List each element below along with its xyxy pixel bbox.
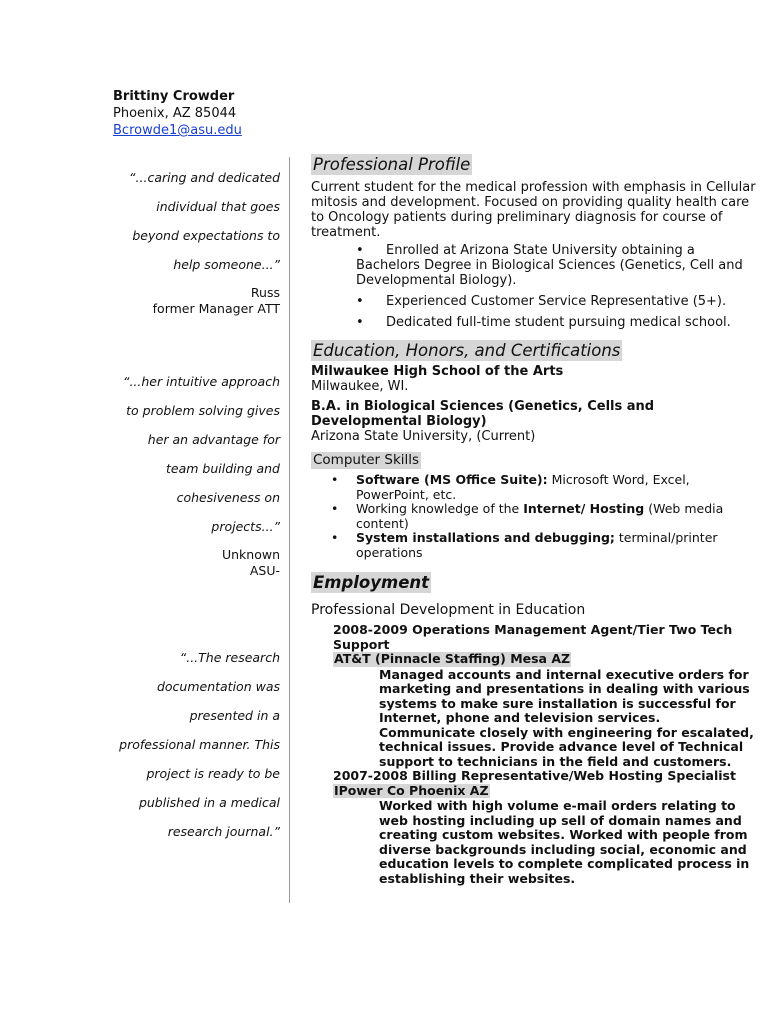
employment-section <box>311 572 756 886</box>
testimonial-line: “...her intuitive approach <box>122 374 280 389</box>
section-title-computer-skills: Computer Skills <box>313 452 420 468</box>
testimonial-line: “...The research <box>179 650 280 665</box>
testimonial-attribution <box>96 547 280 579</box>
skills-list <box>331 473 756 560</box>
profile-bullet-list <box>356 243 756 330</box>
list-item: • System installations and debugging; terminal/printer operations <box>331 530 718 560</box>
job-employer: IPower Co Phoenix AZ <box>334 782 489 798</box>
education-entry-name: Milwaukee High School of the Arts <box>311 364 564 379</box>
job-entry <box>311 769 756 886</box>
employment-subtitle: Professional Development in Education <box>311 602 586 618</box>
job-employer: AT&T (Pinnacle Staffing) Mesa AZ <box>334 651 571 666</box>
testimonial-line: to problem solving gives <box>126 403 280 418</box>
section-title-employment: Employment <box>313 573 430 592</box>
bullet-icon: • <box>331 501 339 516</box>
testimonial-line: individual that goes <box>156 199 280 214</box>
bullet-icon: • <box>356 243 364 258</box>
testimonial-line: beyond expectations to <box>132 228 280 243</box>
testimonial-line: professional manner. This <box>119 737 280 752</box>
testimonial <box>96 367 280 579</box>
bullet-icon: • <box>331 472 339 487</box>
list-item: • Experienced Customer Service Representative (5+). <box>356 294 727 309</box>
testimonial-line: her an advantage for <box>147 432 280 447</box>
column-divider <box>289 157 290 903</box>
profile-summary: Current student for the medical profession with emphasis in Cellular mitosis and development. Focused on providing quality health care to Oncology patients during preliminary diagnosis for course of treatment. <box>311 180 756 240</box>
testimonial-line: research journal.” <box>167 824 280 839</box>
job-description: Managed accounts and internal executive orders for marketing and presentations in dealing with various systems to make sure installation is successful for Internet, phone and television services. Communicate closely with engineering for escalated, technical issues. Provide advance level of Technical support to technicians in the field and customers. <box>379 666 754 769</box>
list-item: • Dedicated full-time student pursuing medical school. <box>356 315 731 330</box>
job-heading: 2008-2009 Operations Management Agent/Tier Two Tech Support <box>333 622 733 652</box>
attribution-role: former Manager ATT <box>152 301 280 316</box>
education-entry-detail: Milwaukee, WI. <box>311 379 409 394</box>
resume-header <box>113 88 242 139</box>
attribution-role: ASU- <box>249 563 280 578</box>
bullet-icon: • <box>356 294 364 309</box>
testimonial-line: presented in a <box>189 708 280 723</box>
education-entry-name: B.A. in Biological Sciences (Genetics, Cells and Developmental Biology) <box>311 399 655 429</box>
testimonial-line: documentation was <box>156 679 280 694</box>
bullet-icon: • <box>331 530 339 545</box>
education-section <box>311 340 756 560</box>
profile-section <box>311 154 756 330</box>
section-title-profile: Professional Profile <box>313 155 471 174</box>
job-entry <box>311 623 756 769</box>
list-item: • Enrolled at Arizona State University obtaining a Bachelors Degree in Biological Sciences (Genetics, Cell and Developmental Biology). <box>356 243 743 288</box>
testimonial-attribution <box>96 285 280 317</box>
testimonial-line: team building and <box>166 461 280 476</box>
testimonial-line: cohesiveness on <box>176 490 280 505</box>
testimonial-line: published in a medical <box>138 795 280 810</box>
applicant-name: Brittiny Crowder <box>113 89 235 104</box>
bullet-icon: • <box>356 315 364 330</box>
applicant-email-link[interactable]: Bcrowde1@asu.edu <box>113 123 242 138</box>
testimonial <box>96 643 280 846</box>
testimonial-line: projects...” <box>211 519 280 534</box>
attribution-name: Unknown <box>221 547 280 562</box>
list-item: • Working knowledge of the Internet/ Hosting (Web media content) <box>331 501 724 531</box>
attribution-name: Russ <box>250 285 280 300</box>
testimonial-line: “...caring and dedicated <box>129 170 280 185</box>
testimonial <box>96 163 280 317</box>
education-entry-detail: Arizona State University, (Current) <box>311 429 536 444</box>
list-item: • Software (MS Office Suite): Microsoft Word, Excel, PowerPoint, etc. <box>331 472 690 502</box>
job-description: Worked with high volume e-mail orders relating to web hosting including up sell of domain names and creating custom websites. Worked with people from diverse backgrounds including social, economic and education levels to complete complicated process in establishing their websites. <box>379 798 750 886</box>
job-heading: 2007-2008 Billing Representative/Web Hosting Specialist <box>333 768 736 783</box>
testimonial-line: project is ready to be <box>146 766 280 781</box>
resume-main-column <box>311 154 756 886</box>
testimonial-line: help someone...” <box>173 257 280 272</box>
applicant-location: Phoenix, AZ 85044 <box>113 106 237 121</box>
section-title-education: Education, Honors, and Certifications <box>313 341 621 360</box>
